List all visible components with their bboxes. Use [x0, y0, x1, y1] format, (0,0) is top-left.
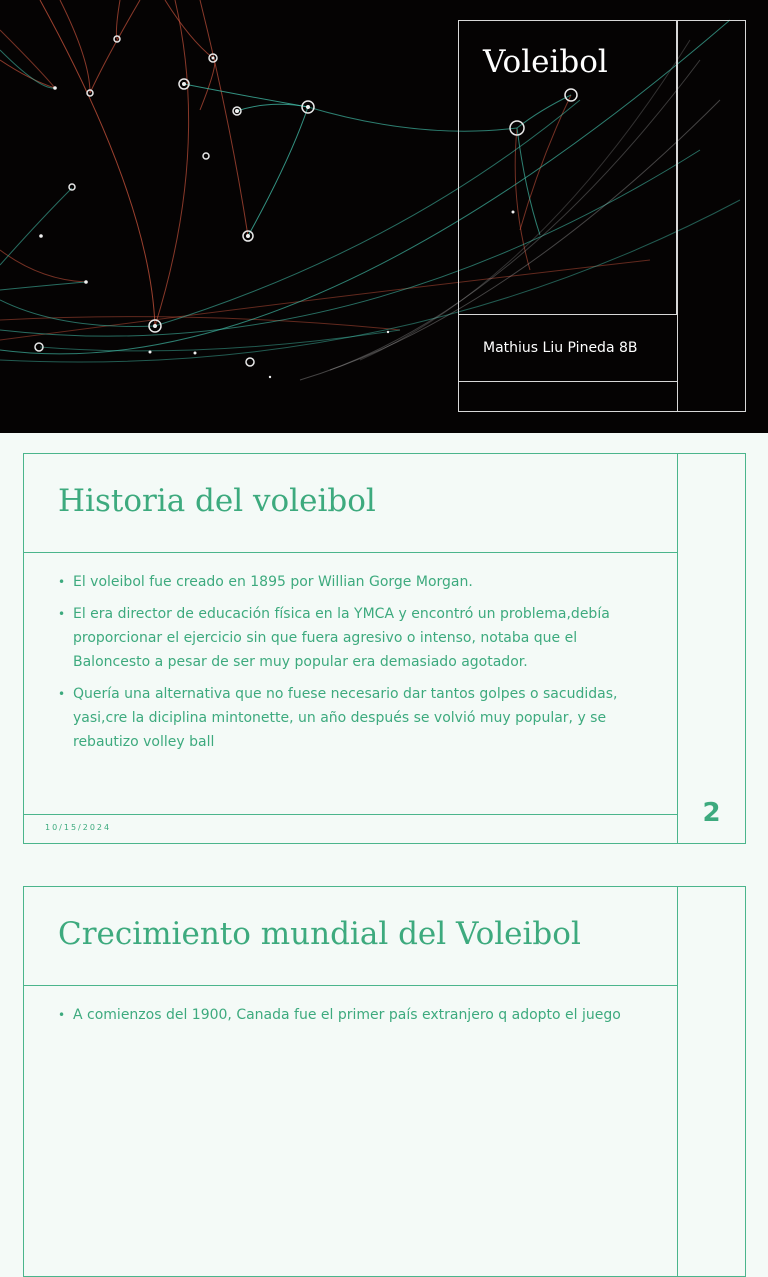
page-number: 2 — [702, 798, 721, 828]
slide-historia — [23, 453, 746, 844]
bullet-text: Quería una alternativa que no fuese necesario dar tantos golpes o sacudidas, yasi,cre la diciplina mintonette, un año después se volvió muy popular, y se rebautizo volley ball — [73, 686, 618, 750]
bottom-frame — [458, 381, 678, 412]
title-divider — [23, 552, 678, 553]
slide-side-frame — [677, 453, 746, 844]
slide-side-frame — [677, 886, 746, 1277]
footer-divider — [23, 814, 678, 815]
bullet-text: El era director de educación física en la YMCA y encontró un problema,debía proporcionar el ejercicio sin que fuera agresivo o intenso, notaba que el Baloncesto a pesar de ser muy popular era demasiado agotador. — [73, 606, 610, 670]
bullet-item — [58, 682, 648, 754]
side-frame — [677, 20, 746, 412]
bullet-list — [58, 570, 648, 762]
bullet-list — [58, 1003, 648, 1035]
slide-crecimiento — [23, 886, 746, 1277]
bullet-icon: • — [58, 687, 66, 701]
bullet-icon: • — [58, 575, 66, 589]
slide-title: Crecimiento mundial del Voleibol — [58, 916, 581, 952]
slide-date: 10/15/2024 — [45, 823, 112, 832]
bullet-item — [58, 570, 648, 594]
bullet-text: A comienzos del 1900, Canada fue el primer país extranjero q adopto el juego — [73, 1007, 621, 1023]
bullet-icon: • — [58, 1008, 66, 1022]
bullet-item — [58, 1003, 648, 1027]
bullet-icon: • — [58, 607, 66, 621]
presentation-title: Voleibol — [483, 44, 608, 80]
bullet-item — [58, 602, 648, 674]
slide-title: Historia del voleibol — [58, 483, 376, 519]
bullet-text: El voleibol fue creado en 1895 por Willian Gorge Morgan. — [73, 574, 473, 590]
title-divider — [23, 985, 678, 986]
presentation-author: Mathius Liu Pineda 8B — [483, 340, 638, 356]
title-slide — [0, 0, 768, 433]
